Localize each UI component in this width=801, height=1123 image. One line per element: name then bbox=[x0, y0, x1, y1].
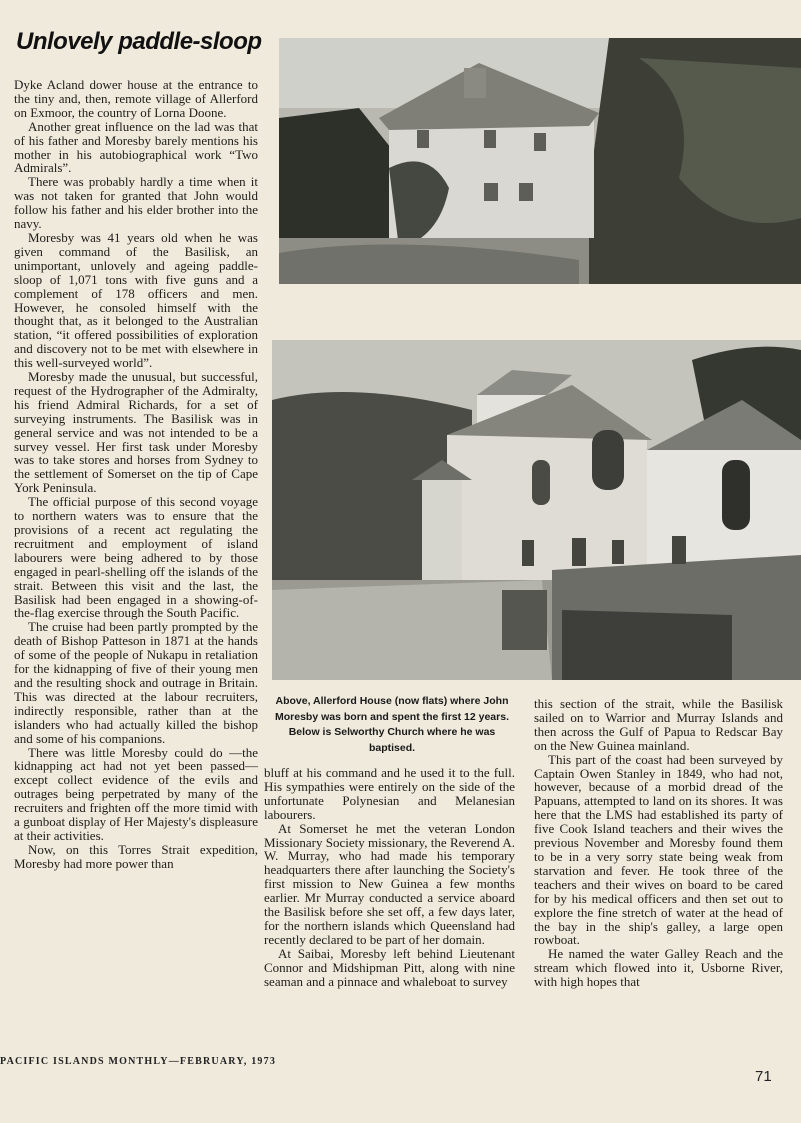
paragraph: The cruise had been partly prompted by the death of Bishop Patteson in 1871 at the hands of some of the people of Nukapu in retaliation for the kidnapping of five of their young men and the resulting shock and outrage in Britain. This was directed at the labour recruiters, indirectly responsible, rather than at the islanders who had actually killed the bishop and some of his companions. bbox=[14, 619, 258, 746]
paragraph: Moresby was 41 years old when he was given command of the Basilisk, an unimportant, unlovely and ageing paddle-sloop of 1,071 tons with five guns and a complement of 178 officers and men. However, he consoled himself with the thought that, as it belonged to the Australian station, “it offered possibilities of exploration and discovery not to be met with elsewhere in this well-surveyed world”. bbox=[14, 229, 258, 371]
paragraph: Moresby made the unusual, but successful, request of the Hydrographer of the Admiralty, his friend Admiral Richards, for a set of surveying instruments. The Basilisk was in general service and was not intended to be a survey vessel. Her first task under Moresby was to take stores and horses from Sydney to the settlement of Somerset on the tip of Cape York Peninsula. bbox=[14, 369, 258, 496]
paragraph: this section of the strait, while the Basilisk sailed on to Warrior and Murray Islands and then across the Gulf of Papua to Redscar Bay on the New Guinea mainland. bbox=[534, 696, 783, 753]
allerford-house-photo bbox=[279, 38, 801, 284]
paragraph: There was little Moresby could do —the kidnapping act had not yet been passed—except collect evidence of the evils and outrages being perpetrated by many of the recruiters and frighten off the more timid with a gunboat display of Her Majesty's displeasure at their activities. bbox=[14, 744, 258, 843]
paragraph: There was probably hardly a time when it was not taken for granted that John would follow his father and his elder brother into the navy. bbox=[14, 174, 258, 232]
photo-caption: Above, Allerford House (now flats) where John Moresby was born and spent the first 12 years. Below is Selworthy Church where he was baptised. bbox=[275, 695, 509, 754]
paragraph: This part of the coast had been surveyed by Captain Owen Stanley in 1849, who had not, however, because of a morbid dread of the Papuans, attempted to land on its shores. It was here that the LMS had established its party of five Cook Island teachers and their wives the previous November and Moresby found them to be in a very sorry state being weak from starvation and fever. He took three of the teachers and their wives on board to be cared for by his medical officers and then set out to explore the fine stretch of water at the head of the bay in the ship's galley, a large open rowboat. bbox=[534, 751, 783, 948]
right-text-column bbox=[534, 697, 783, 989]
paragraph: Another great influence on the lad was that of his father and Moresby barely mentions his mother in his autobiographical work “Two Admirals”. bbox=[14, 118, 258, 176]
paragraph: Now, on this Torres Strait expedition, Moresby had more power than bbox=[14, 841, 258, 871]
paragraph: The official purpose of this second voyage to northern waters was to ensure that the provisions of a recent act regulating the recruitment and employment of island labourers were being adhered to by those engaged in pearl-shelling off the islands of the strait. Between this visit and the last, the Basilisk had been engaged in a showing-of-the-flag exercise through the South Pacific. bbox=[14, 494, 258, 621]
selworthy-church-photo bbox=[272, 340, 801, 680]
paragraph: He named the water Galley Reach and the stream which flowed into it, Usborne River, with high hopes that bbox=[534, 946, 783, 990]
paragraph: bluff at his command and he used it to the full. His sympathies were entirely on the side of the unfortunate Polynesian and Melanesian labourers. bbox=[264, 765, 515, 822]
page-number: 71 bbox=[755, 1068, 772, 1085]
middle-text-column bbox=[264, 766, 515, 989]
paragraph: Dyke Acland dower house at the entrance to the tiny and, then, remote village of Allerford on Exmoor, the country of Lorna Doone. bbox=[14, 77, 258, 120]
paragraph: At Somerset he met the veteran London Missionary Society missionary, the Reverend A. W. Murray, who had made his temporary headquarters there after launching the Society's first mission to New Guinea a few months earlier. Mr Murray conducted a service aboard the Basilisk before she set off, a few days later, for the northern islands which Queensland had recently declared to be part of her domain. bbox=[264, 820, 515, 947]
left-text-column bbox=[14, 78, 258, 871]
article-headline: Unlovely paddle-sloop bbox=[16, 28, 262, 55]
publication-footer: PACIFIC ISLANDS MONTHLY—FEBRUARY, 1973 bbox=[0, 1056, 277, 1067]
paragraph: At Saibai, Moresby left behind Lieutenant Connor and Midshipman Pitt, along with nine seaman and a pinnace and whaleboat to survey bbox=[264, 945, 515, 989]
